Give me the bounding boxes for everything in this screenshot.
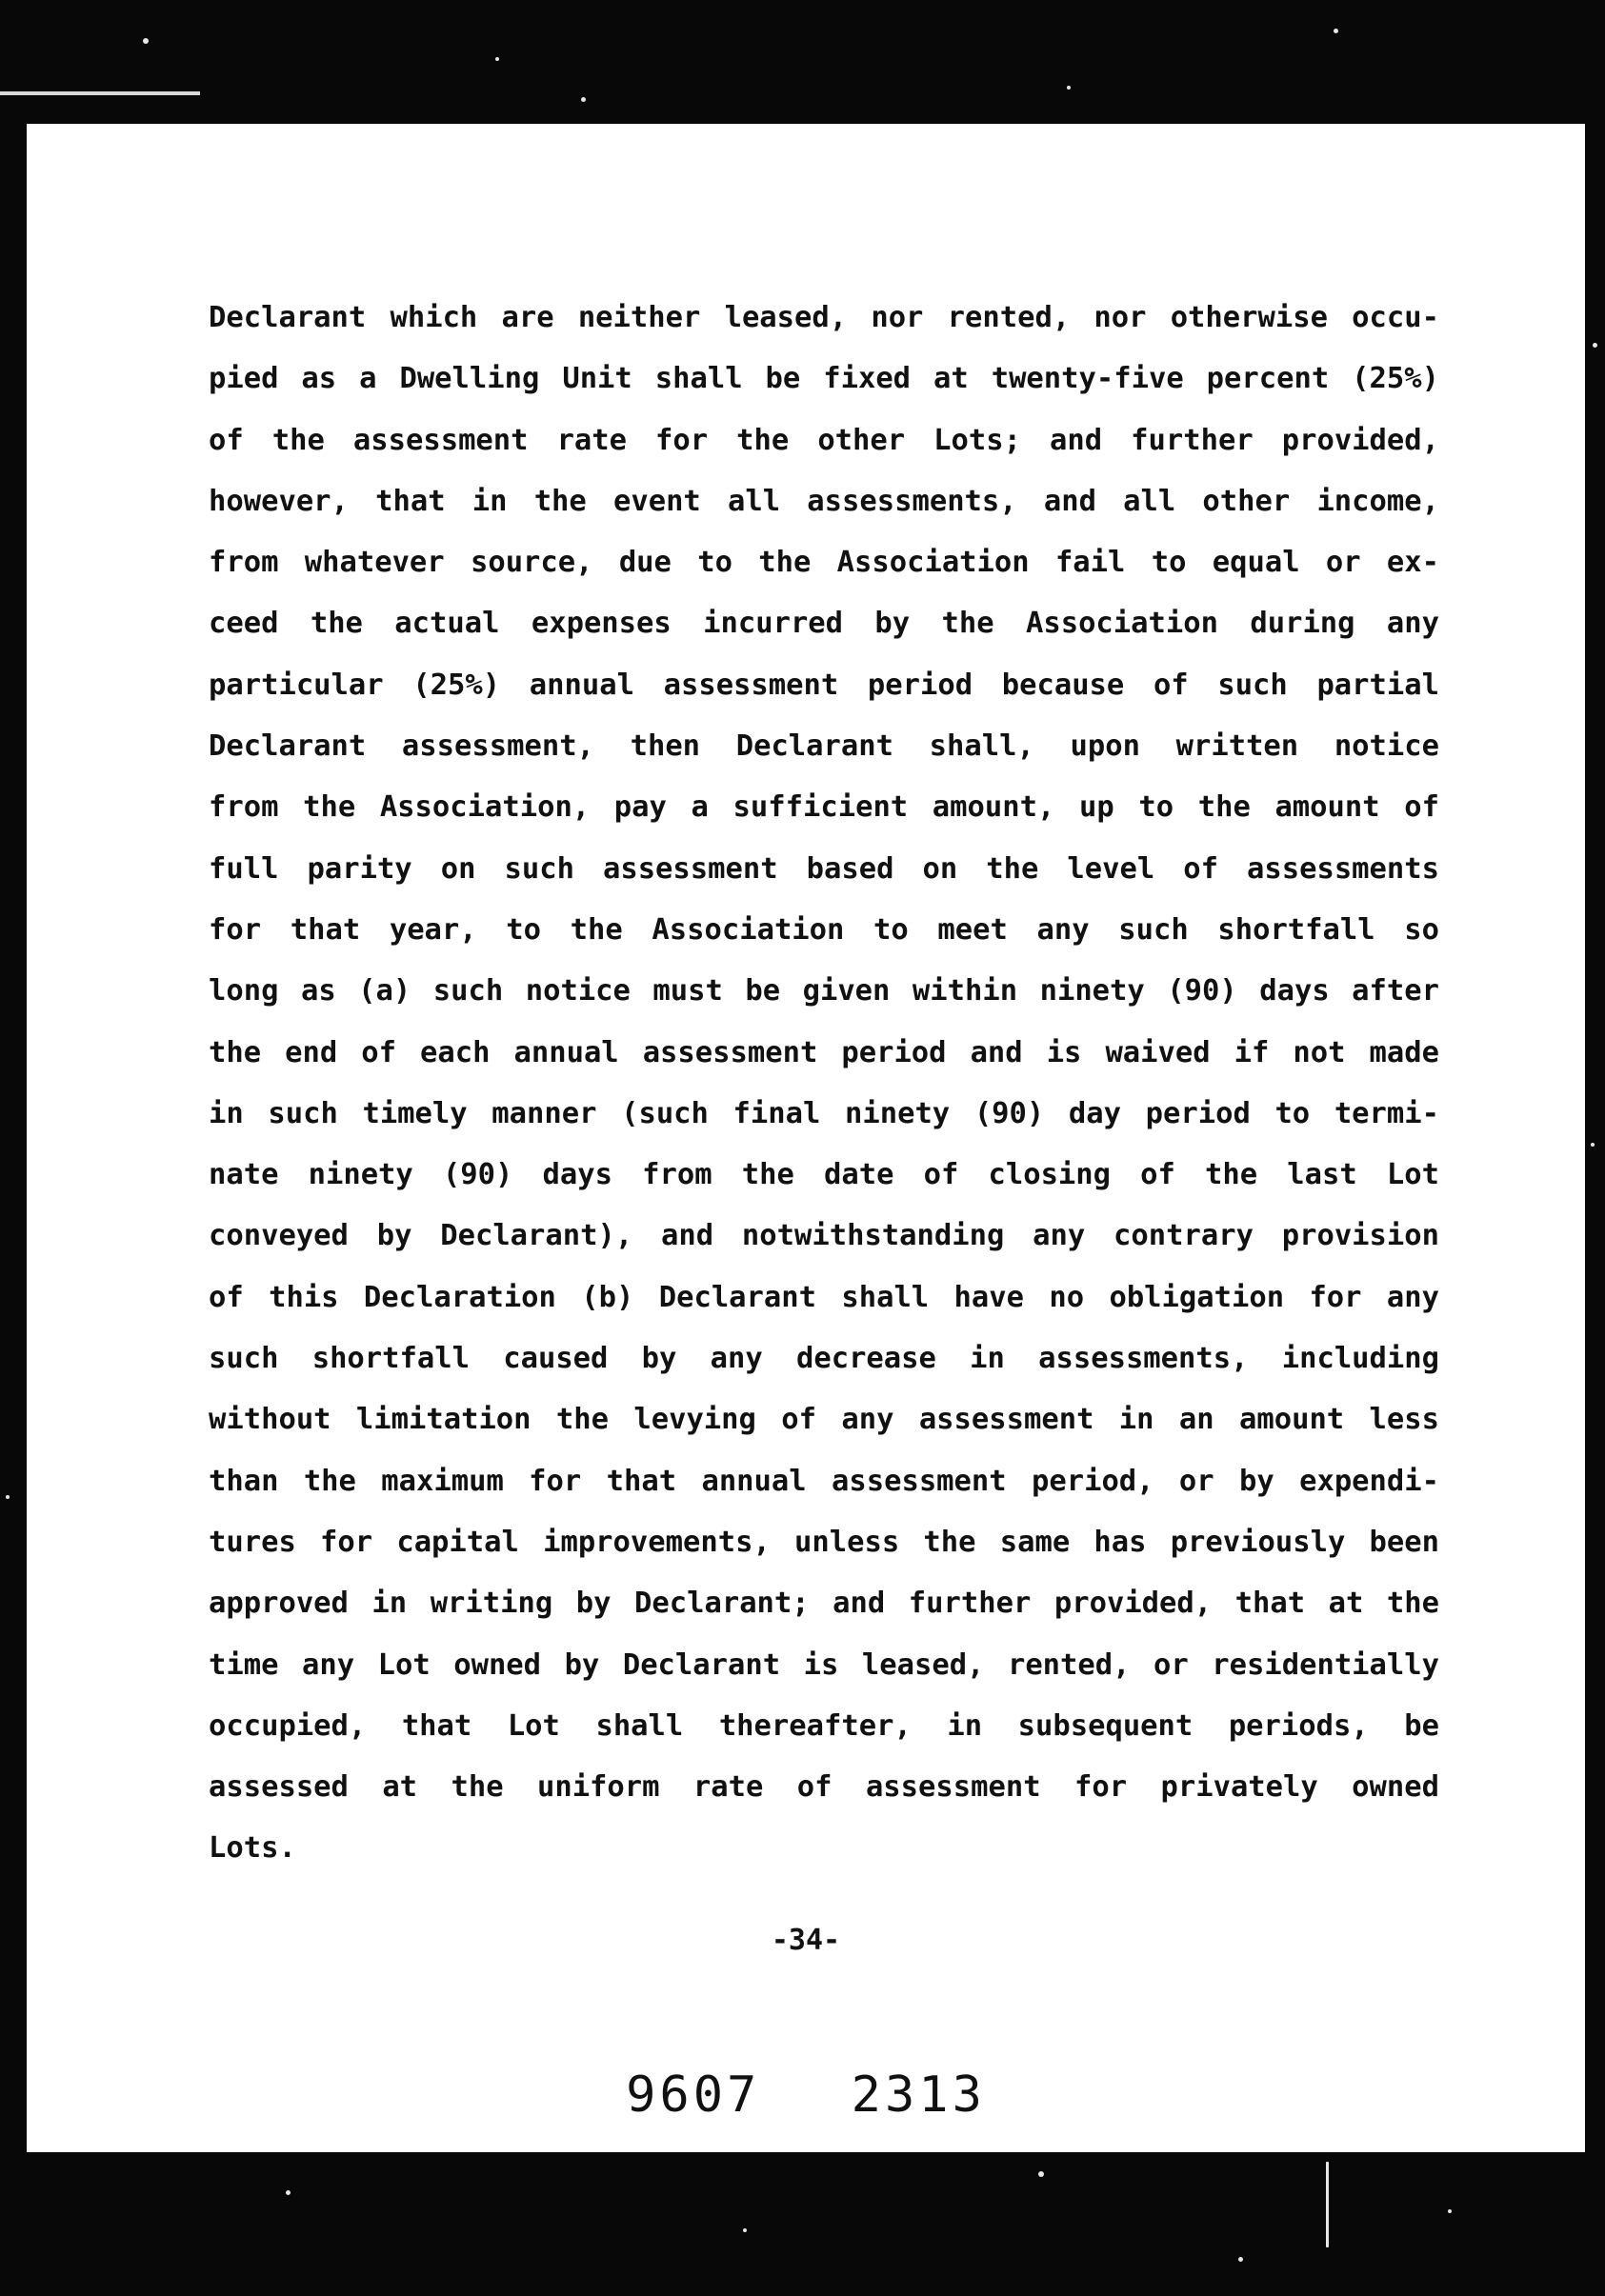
text-line: of this Declaration (b) Declarant shall have no obligation for any — [209, 1280, 1439, 1314]
page-number: -34- — [771, 1924, 841, 1957]
text-line: from whatever source, due to the Association fail to equal or ex- — [209, 546, 1439, 580]
scan-speck — [743, 2228, 747, 2232]
text-line: such shortfall caused by any decrease in assessments, including — [209, 1342, 1439, 1376]
text-line: pied as a Dwelling Unit shall be fixed at twenty-five percent (25%) — [209, 362, 1439, 396]
scan-artifact-rule — [0, 91, 200, 95]
scan-speck — [1334, 29, 1338, 33]
text-line: the end of each annual assessment period and is waived if not made — [209, 1035, 1439, 1069]
scan-speck — [495, 57, 499, 61]
text-line: of the assessment rate for the other Lots; and further provided, — [209, 423, 1439, 457]
text-line: ceed the actual expenses incurred by the Association during any — [209, 607, 1439, 641]
text-line: however, that in the event all assessments, and all other income, — [209, 484, 1439, 518]
scan-speck — [1238, 2257, 1243, 2262]
text-line: occupied, that Lot shall thereafter, in subsequent periods, be — [209, 1708, 1439, 1743]
text-line: conveyed by Declarant), and notwithstanding any contrary provision — [209, 1219, 1439, 1253]
text-line: full parity on such assessment based on the level of assessments — [209, 851, 1439, 886]
text-line: from the Association, pay a sufficient amount, up to the amount of — [209, 790, 1439, 825]
scan-artifact-line — [1326, 2162, 1329, 2247]
text-line: tures for capital improvements, unless the same has previously been — [209, 1525, 1439, 1559]
scan-speck — [1591, 1143, 1595, 1147]
text-line: than the maximum for that annual assessment period, or by expendi- — [209, 1464, 1439, 1498]
scan-speck — [286, 2190, 291, 2195]
text-line: without limitation the levying of any assessment in an amount less — [209, 1403, 1439, 1437]
scan-speck — [1593, 343, 1597, 348]
body-paragraph — [209, 288, 1439, 1880]
text-line: approved in writing by Declarant; and further provided, that at the — [209, 1587, 1439, 1621]
document-page — [27, 124, 1585, 2152]
text-line: Lots. — [209, 1831, 296, 1866]
scan-speck — [581, 97, 586, 102]
text-line: assessed at the uniform rate of assessment for privately owned — [209, 1770, 1439, 1805]
text-line: long as (a) such notice must be given within ninety (90) days after — [209, 974, 1439, 1008]
text-line: time any Lot owned by Declarant is leased, rented, or residentially — [209, 1647, 1439, 1682]
text-line: Declarant which are neither leased, nor rented, nor otherwise occu- — [209, 301, 1439, 334]
text-line: in such timely manner (such final ninety (90) day period to termi- — [209, 1096, 1439, 1130]
scan-speck — [143, 38, 149, 44]
scan-speck — [6, 1495, 10, 1499]
text-line: for that year, to the Association to meet any such shortfall so — [209, 912, 1439, 947]
text-line: particular (25%) annual assessment period because of such partial — [209, 668, 1439, 702]
document-stamp-number: 9607 2313 — [626, 2066, 986, 2124]
scan-speck — [1038, 2171, 1044, 2177]
text-line: Declarant assessment, then Declarant shall, upon written notice — [209, 729, 1439, 764]
scan-speck — [1067, 86, 1071, 90]
scan-speck — [1448, 2209, 1452, 2213]
text-line: nate ninety (90) days from the date of closing of the last Lot — [209, 1158, 1439, 1192]
